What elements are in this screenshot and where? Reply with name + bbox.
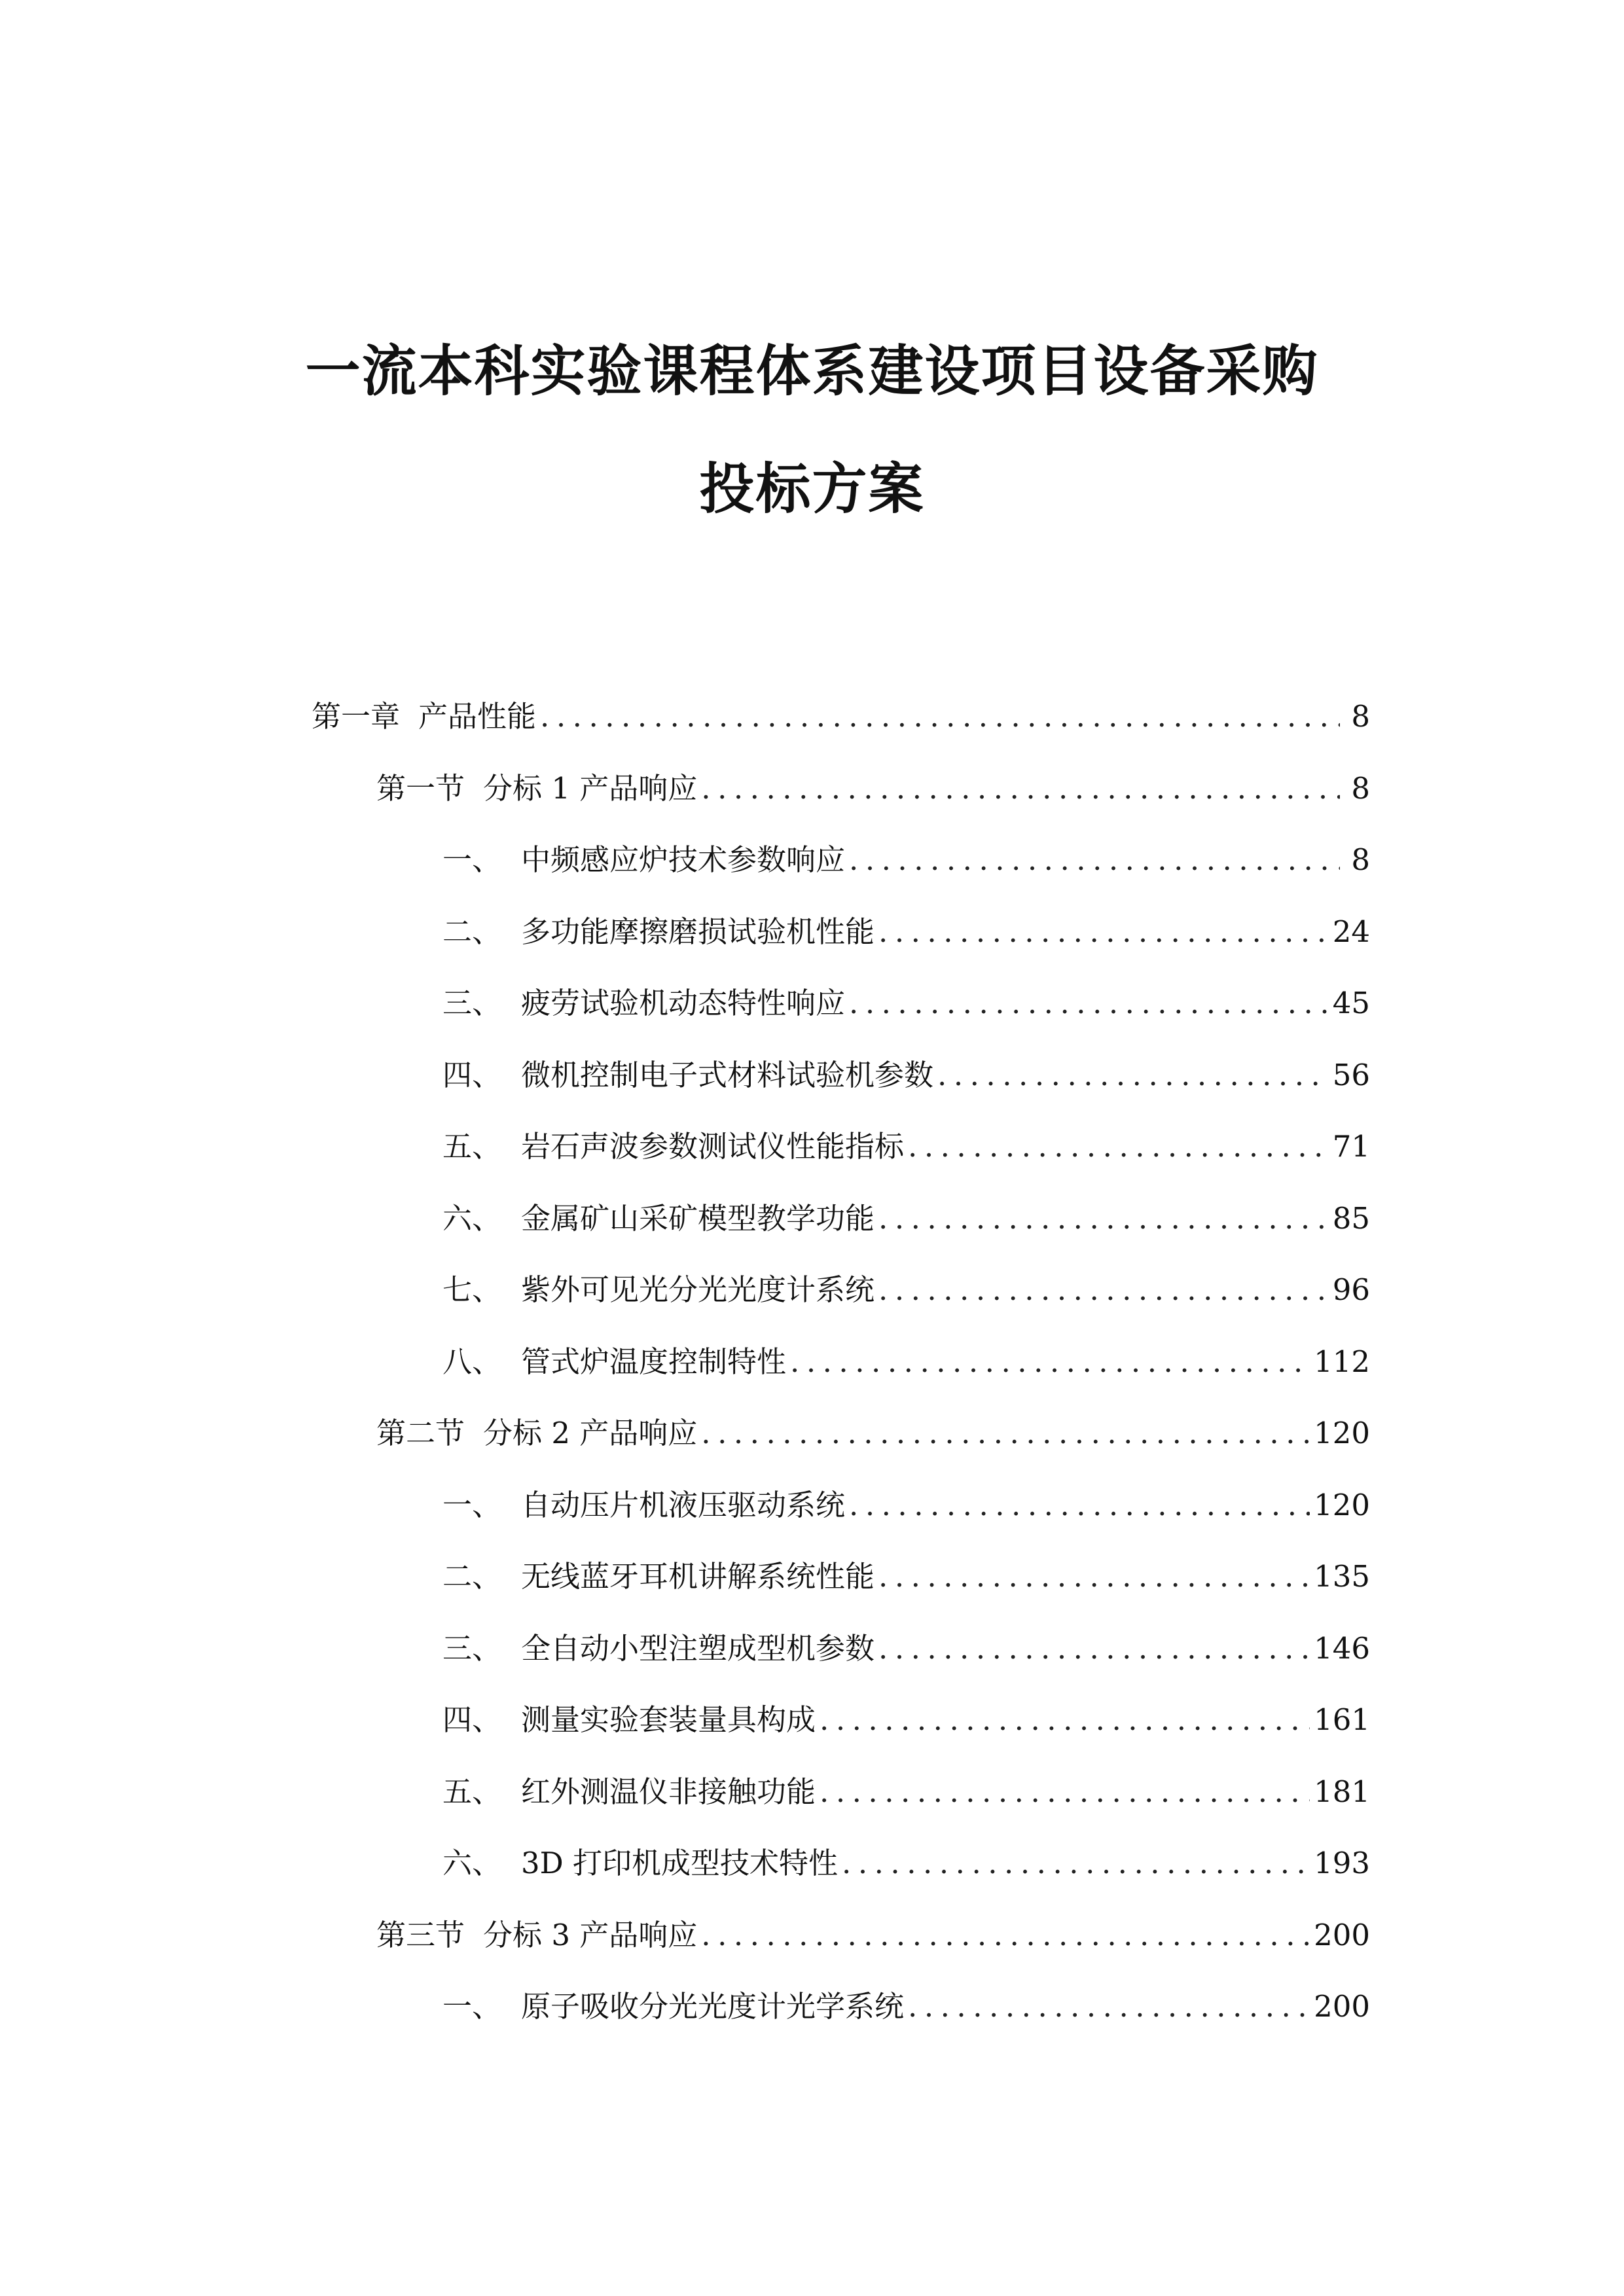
toc-leader-dots	[701, 1909, 1310, 1962]
toc-entry-number: 第一章	[312, 699, 401, 734]
toc-leader-dots	[878, 1551, 1310, 1603]
toc-entry-text: 产品性能	[418, 699, 537, 734]
toc-entry-text: 分标 3 产品响应	[483, 1917, 698, 1952]
toc-entry-item[interactable]	[442, 1049, 1370, 1102]
toc-leader-dots	[849, 1479, 1310, 1532]
toc-leader-dots	[701, 762, 1340, 815]
toc-entry-number: 第三节	[376, 1917, 465, 1952]
toc-entry-text: 全自动小型注塑成型机参数	[521, 1630, 875, 1666]
toc-entry-item[interactable]	[442, 1193, 1370, 1245]
toc-page-number: 200	[1314, 1989, 1370, 2024]
toc-entry-number: 二、	[442, 1559, 502, 1594]
toc-entry-text: 分标 2 产品响应	[483, 1416, 698, 1450]
toc-entry-number: 一、	[442, 842, 502, 877]
toc-page-number: 8	[1351, 699, 1370, 734]
toc-page-number: 193	[1314, 1846, 1370, 1880]
toc-leader-dots	[878, 906, 1329, 958]
toc-entry-text: 自动压片机液压驱动系统	[521, 1487, 846, 1522]
toc-page-number: 112	[1314, 1344, 1370, 1379]
toc-page-number: 120	[1314, 1487, 1370, 1522]
toc-page-number: 85	[1332, 1200, 1370, 1236]
toc-entry-item[interactable]	[442, 1766, 1370, 1818]
toc-entry-chapter[interactable]	[312, 691, 1370, 743]
toc-page-number: 146	[1314, 1630, 1370, 1666]
toc-entry-section[interactable]	[376, 1407, 1370, 1460]
toc-entry-text: 疲劳试验机动态特性响应	[521, 986, 846, 1020]
toc-entry-section[interactable]	[376, 1909, 1370, 1962]
toc-entry-number: 四、	[442, 1057, 502, 1092]
toc-page-number: 120	[1314, 1416, 1370, 1450]
toc-entry-number: 一、	[442, 1989, 502, 2024]
toc-entry-item[interactable]	[442, 1479, 1370, 1532]
toc-leader-dots	[908, 1981, 1310, 2033]
toc-entry-number: 三、	[442, 1630, 502, 1666]
toc-page-number: 24	[1332, 914, 1370, 949]
toc-entry-section[interactable]	[376, 762, 1370, 815]
toc-entry-text: 紫外可见光分光光度计系统	[521, 1272, 875, 1307]
toc-entry-text: 多功能摩擦磨损试验机性能	[521, 914, 875, 949]
toc-page-number: 8	[1351, 770, 1370, 806]
toc-entry-text: 3D 打印机成型技术特性	[521, 1846, 839, 1880]
toc-entry-item[interactable]	[442, 1694, 1370, 1746]
toc-entry-item[interactable]	[442, 906, 1370, 958]
toc-entry-number: 四、	[442, 1702, 502, 1737]
toc-entry-text: 无线蓝牙耳机讲解系统性能	[521, 1559, 875, 1594]
toc-leader-dots	[701, 1407, 1310, 1460]
toc-leader-dots	[937, 1049, 1329, 1102]
toc-page-number: 71	[1332, 1129, 1370, 1164]
toc-entry-text: 分标 1 产品响应	[483, 770, 698, 806]
toc-entry-item[interactable]	[442, 1837, 1370, 1890]
toc-entry-number: 一、	[442, 1487, 502, 1522]
toc-leader-dots	[878, 1264, 1329, 1316]
toc-page-number: 56	[1332, 1057, 1370, 1092]
toc-entry-number: 六、	[442, 1846, 502, 1880]
toc-leader-dots	[878, 1623, 1310, 1675]
toc-page-number: 45	[1332, 986, 1370, 1020]
toc-entry-item[interactable]	[442, 1981, 1370, 2033]
toc-page-number: 181	[1314, 1774, 1370, 1809]
toc-page-number: 161	[1314, 1702, 1370, 1737]
toc-entry-text: 测量实验套装量具构成	[521, 1702, 816, 1737]
toc-leader-dots	[820, 1694, 1310, 1746]
document-title-line-2: 投标方案	[699, 457, 925, 521]
toc-entry-text: 微机控制电子式材料试验机参数	[521, 1057, 934, 1092]
toc-entry-number: 第一节	[376, 770, 465, 806]
toc-leader-dots	[820, 1766, 1310, 1818]
toc-leader-dots	[540, 691, 1340, 743]
toc-entry-number: 六、	[442, 1200, 502, 1236]
toc-entry-number: 五、	[442, 1774, 502, 1809]
toc-page-number: 200	[1314, 1917, 1370, 1952]
toc-entry-number: 五、	[442, 1129, 502, 1164]
toc-entry-item[interactable]	[442, 1264, 1370, 1316]
toc-entry-item[interactable]	[442, 1336, 1370, 1388]
toc-entry-number: 第二节	[376, 1416, 465, 1450]
toc-entry-item[interactable]	[442, 1551, 1370, 1603]
toc-entry-text: 原子吸收分光光度计光学系统	[521, 1989, 905, 2024]
toc-leader-dots	[842, 1837, 1310, 1890]
toc-entry-item[interactable]	[442, 977, 1370, 1030]
toc-leader-dots	[878, 1193, 1329, 1245]
toc-entry-number: 八、	[442, 1344, 502, 1379]
toc-leader-dots	[790, 1336, 1310, 1388]
toc-page-number: 96	[1332, 1272, 1370, 1307]
toc-entry-text: 管式炉温度控制特性	[521, 1344, 787, 1379]
toc-entry-number: 七、	[442, 1272, 502, 1307]
toc-entry-number: 三、	[442, 986, 502, 1020]
toc-entry-item[interactable]	[442, 834, 1370, 886]
toc-leader-dots	[849, 977, 1329, 1030]
toc-entry-text: 岩石声波参数测试仪性能指标	[521, 1129, 905, 1164]
toc-entry-text: 中频感应炉技术参数响应	[521, 842, 846, 877]
toc-entry-item[interactable]	[442, 1121, 1370, 1173]
toc-leader-dots	[908, 1121, 1329, 1173]
toc-entry-number: 二、	[442, 914, 502, 949]
toc-entry-text: 红外测温仪非接触功能	[521, 1774, 816, 1809]
toc-page-number: 8	[1351, 842, 1370, 877]
toc-leader-dots	[849, 834, 1340, 886]
toc-page-number: 135	[1314, 1559, 1370, 1594]
document-title-line-1: 一流本科实验课程体系建设项目设备采购	[305, 339, 1319, 403]
toc-entry-text: 金属矿山采矿模型教学功能	[521, 1200, 875, 1236]
toc-entry-item[interactable]	[442, 1623, 1370, 1675]
